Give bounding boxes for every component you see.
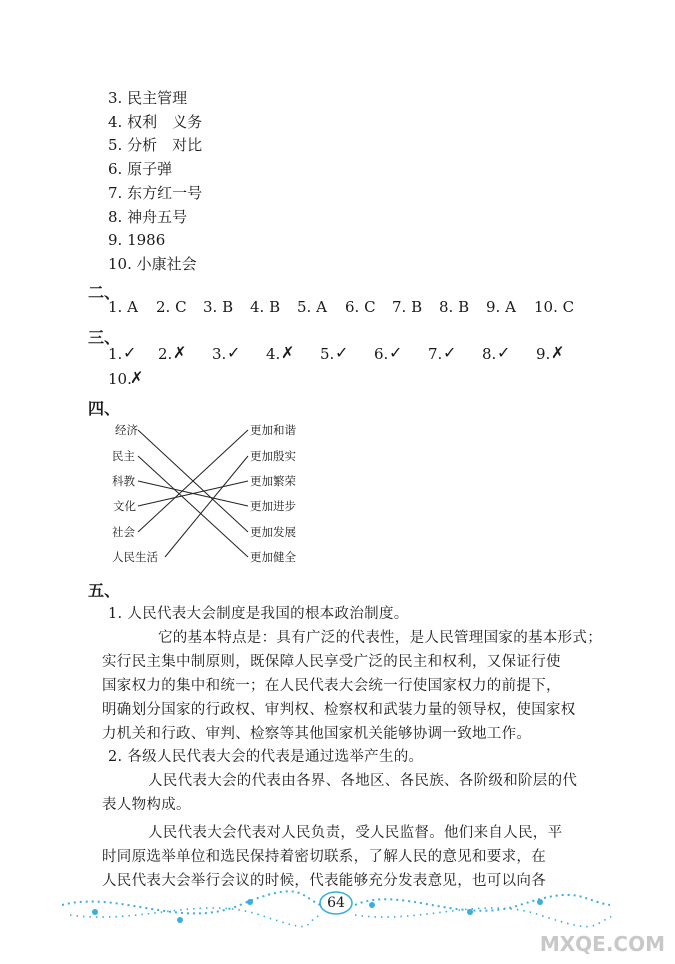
match-right-item: 更加和谐 [250,423,296,437]
q2-paragraph-line: 表人物构成。 [102,797,191,813]
choice-answer: 6. C [345,298,376,316]
choice-answer: 9. A [486,298,516,316]
q1-paragraph-line: 它的基本特点是：具有广泛的代表性，是人民管理国家的基本形式； [158,630,602,646]
check-mark-icon: ✓ [335,343,349,362]
judge-number: 10. [108,370,132,388]
section-2-label: 二、 [88,283,121,302]
check-mark-icon: ✓ [123,343,137,362]
q1-heading: 1. 人民代表大会制度是我国的根本政治制度。 [108,606,409,622]
match-left-item: 民主 [112,449,135,463]
fill-blank-answer: 7. 东方红一号 [108,183,203,202]
match-left-item: 人民生活 [112,550,158,564]
fill-blank-answer: 10. 小康社会 [108,254,197,273]
section-3-label: 三、 [88,328,121,347]
match-right-item: 更加进步 [250,499,296,513]
choice-answer: 2. C [156,298,187,316]
match-left-item: 经济 [115,423,138,437]
choice-answer: 3. B [203,298,234,316]
q2-paragraph-line: 时同原选举单位和选民保持着密切联系，了解人民的意见和要求，在 [102,849,546,865]
cross-mark-icon: ✗ [130,368,144,387]
q1-paragraph-line: 国家权力的集中和统一；在人民代表大会统一行使国家权力的前提下， [102,678,561,694]
fill-blank-answer: 8. 神舟五号 [108,207,188,226]
cross-mark-icon: ✗ [173,343,187,362]
match-left-item: 科教 [112,474,135,488]
cross-mark-icon: ✗ [281,343,295,362]
q2-heading: 2. 各级人民代表大会的代表是通过选举产生的。 [108,749,424,765]
judge-number: 2. [158,345,173,363]
choice-answer: 7. B [392,298,423,316]
judge-number: 3. [212,345,227,363]
fill-blank-answer: 5. 分析 对比 [108,136,203,155]
fill-blank-answer: 4. 权利 义务 [108,112,203,131]
judge-number: 4. [266,345,281,363]
section-5-label: 五、 [88,581,121,600]
choice-answer: 8. B [439,298,470,316]
watermark: MXQE.COM [539,932,665,956]
match-left-item: 社会 [112,525,135,539]
q1-paragraph-line: 明确划分国家的行政权、审判权、检察权和武装力量的领导权，使国家权 [102,702,576,718]
judge-number: 1. [108,345,123,363]
fill-blank-answer: 6. 原子弹 [108,160,173,179]
judge-number: 8. [482,345,497,363]
check-mark-icon: ✓ [497,343,511,362]
cross-mark-icon: ✗ [551,343,565,362]
judge-number: 5. [320,345,335,363]
match-right-item: 更加发展 [250,525,296,539]
page-number: 64 [327,895,345,911]
choice-answer: 10. C [534,298,575,316]
q2-paragraph-line: 人民代表大会的代表由各界、各地区、各民族、各阶级和阶层的代 [148,773,578,789]
check-mark-icon: ✓ [389,343,403,362]
q1-paragraph-line: 力机关和行政、审判、检察等其他国家机关能够协调一致地工作。 [102,726,532,742]
match-right-item: 更加健全 [250,550,296,564]
match-right-item: 更加殷实 [250,449,296,463]
match-left-item: 文化 [113,499,136,513]
judge-number: 9. [536,345,551,363]
fill-blank-answer: 3. 民主管理 [108,89,188,107]
choice-answer: 5. A [297,298,327,316]
q2-paragraph-line: 人民代表大会举行会议的时候，代表能够充分发表意见，也可以向各 [102,873,546,889]
section-4-label: 四、 [88,399,121,418]
choice-answer: 4. B [250,298,281,316]
match-right-item: 更加繁荣 [250,474,296,488]
judge-number: 6. [374,345,389,363]
check-mark-icon: ✓ [443,343,457,362]
judge-number: 7. [428,345,443,363]
fill-blank-answer: 9. 1986 [108,231,166,250]
q2-paragraph-line: 人民代表大会代表对人民负责，受人民监督。他们来自人民，平 [148,825,563,841]
choice-answer: 1. A [108,298,138,316]
check-mark-icon: ✓ [227,343,241,362]
q1-paragraph-line: 实行民主集中制原则，既保障人民享受广泛的民主和权利，又保证行使 [102,654,561,670]
